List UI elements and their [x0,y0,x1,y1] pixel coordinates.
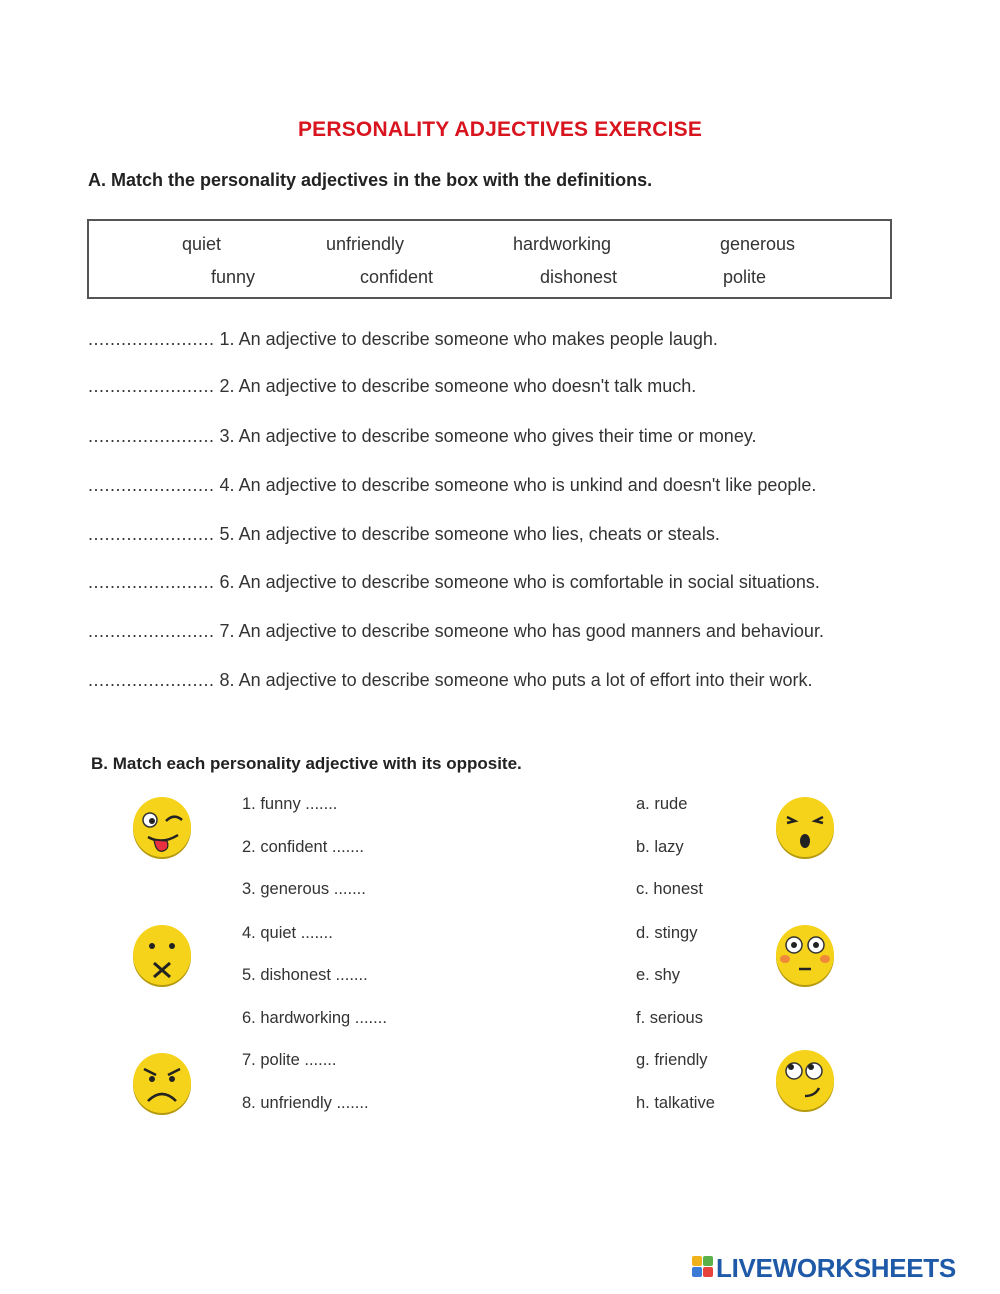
adjective-item[interactable]: 6. hardworking ....... [242,1009,387,1027]
adjective-item[interactable]: 7. polite ....... [242,1051,337,1069]
opposite-item: d. stingy [636,924,698,942]
box-word: funny [211,267,256,287]
definition-row [88,524,720,545]
adjective-item[interactable]: 8. unfriendly ....... [242,1094,369,1112]
definition-text: 4. An adjective to describe someone who is unkind and doesn't like people. [219,475,817,495]
section-b-heading: B. Match each personality adjective with its opposite. [91,754,522,773]
box-word: hardworking [513,234,612,254]
opposite-item: e. shy [636,966,681,984]
definition-row [88,376,696,397]
sleepy-emoji-icon [773,795,837,861]
page-title: PERSONALITY ADJECTIVES EXERCISE [297,118,703,141]
opposite-item: g. friendly [636,1051,708,1069]
box-word: confident [360,267,434,287]
answer-blank[interactable]: ....................... [88,572,215,592]
opposite-item: h. talkative [636,1094,715,1112]
flushed-emoji-icon [773,923,837,989]
box-word: quiet [182,234,222,254]
zipped-mouth-emoji-icon [130,923,194,989]
definition-row [88,475,816,496]
answer-blank[interactable]: ....................... [88,329,215,349]
definition-text: 3. An adjective to describe someone who gives their time or money. [219,426,757,446]
definition-row [88,329,718,350]
definition-text: 5. An adjective to describe someone who lies, cheats or steals. [219,524,720,544]
box-word: polite [723,267,767,287]
definition-text: 8. An adjective to describe someone who puts a lot of effort into their work. [219,670,813,690]
winking-tongue-emoji-icon [130,795,194,861]
answer-blank[interactable]: ....................... [88,475,215,495]
definition-text: 6. An adjective to describe someone who is comfortable in social situations. [219,572,820,592]
liveworksheets-logo [690,1253,990,1285]
definition-row [88,426,757,447]
definition-text: 7. An adjective to describe someone who has good manners and behaviour. [219,621,824,641]
adjective-item[interactable]: 4. quiet ....... [242,924,333,942]
rolling-eyes-emoji-icon [773,1048,837,1114]
answer-blank[interactable]: ....................... [88,426,215,446]
answer-blank[interactable]: ....................... [88,376,215,396]
angry-emoji-icon [130,1051,194,1117]
answer-blank[interactable]: ....................... [88,621,215,641]
opposite-item: a. rude [636,795,688,813]
box-word: unfriendly [326,234,405,254]
definition-text: 2. An adjective to describe someone who doesn't talk much. [219,376,697,396]
definition-row [88,670,813,691]
definition-row [88,572,820,593]
section-a-heading: A. Match the personality adjectives in the box with the definitions. [88,170,653,190]
opposite-item: f. serious [636,1009,703,1027]
word-box [87,219,892,299]
definition-row [88,621,824,642]
opposite-item: c. honest [636,880,703,898]
box-word: generous [720,234,796,254]
answer-blank[interactable]: ....................... [88,524,215,544]
adjective-item[interactable]: 1. funny ....... [242,795,338,813]
brand-logo-icon [692,1256,714,1278]
box-word: dishonest [540,267,618,287]
adjective-item[interactable]: 5. dishonest ....... [242,966,368,984]
adjective-item[interactable]: 2. confident ....... [242,838,364,856]
answer-blank[interactable]: ....................... [88,670,215,690]
brand-name: LIVEWORKSHEETS [716,1253,956,1283]
adjective-item[interactable]: 3. generous ....... [242,880,366,898]
definition-text: 1. An adjective to describe someone who makes people laugh. [219,329,718,349]
opposite-item: b. lazy [636,838,684,856]
